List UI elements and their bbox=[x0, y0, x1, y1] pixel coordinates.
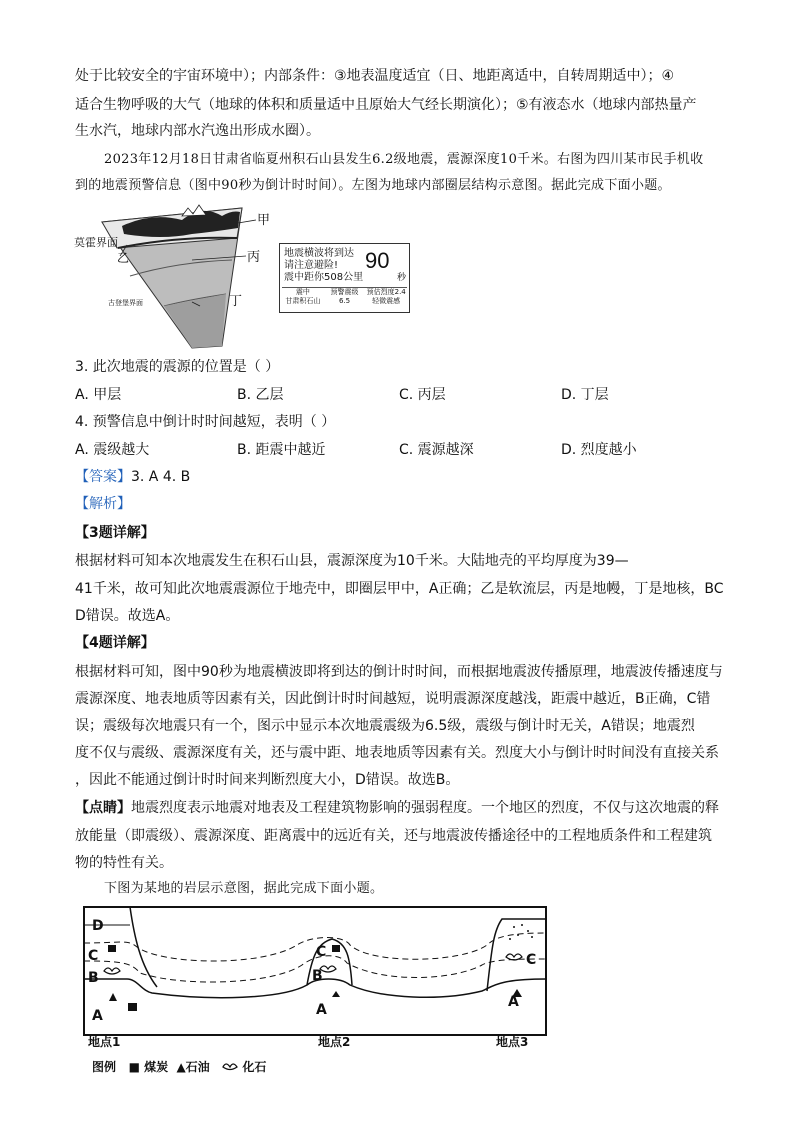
strata-legend bbox=[92, 1058, 266, 1075]
detail4-line-3: 误；震级每次地震只有一个，图示中显示本次地震震级为6.5级，震级与倒计时无关，A错误；地震烈 bbox=[75, 718, 695, 734]
legend-fossil: 化石 bbox=[242, 1060, 267, 1074]
strata-label-c-site2: C bbox=[316, 944, 327, 960]
tip-line-3: 物的特性有关。 bbox=[75, 855, 173, 871]
q4-option-a: A. 震级越大 bbox=[75, 442, 150, 458]
strata-site-2: 地点2 bbox=[318, 1035, 351, 1049]
strata-site-3: 地点3 bbox=[496, 1035, 529, 1049]
detail3-line-2: 41千米，故可知此次地震震源位于地壳中，即圈层甲中，A正确；乙是软流层，丙是地幔，丁是地核，BC bbox=[75, 581, 724, 597]
warning-details bbox=[282, 287, 407, 310]
warning-b2: 甘肃积石山 bbox=[285, 297, 321, 305]
detail3-line-1: 根据材料可知本次地震发生在积石山县，震源深度为10千米。大陆地壳的平均厚度为39— bbox=[75, 553, 629, 569]
label-jia: 甲 bbox=[257, 213, 271, 228]
legend-coal: ■ 煤炭 bbox=[128, 1060, 169, 1074]
strata-label-c-site3: C bbox=[526, 952, 537, 968]
q4-option-b: B. 距震中越近 bbox=[237, 442, 326, 458]
label-moho: 莫霍界面 bbox=[74, 236, 118, 249]
warning-b6: 轻微震感 bbox=[372, 297, 401, 305]
warning-b3: 预警震级 bbox=[330, 288, 359, 296]
warning-line-3: 震中距你508公里 bbox=[284, 272, 364, 283]
strata-site-1: 地点1 bbox=[88, 1035, 121, 1049]
material1-line-2: 到的地震预警信息（图中90秒为倒计时时间）。左图为地球内部圈层结构示意图。据此完成下面小题。 bbox=[75, 178, 671, 193]
intro-line-2: 适合生物呼吸的大气（地球的体积和质量适中且原始大气经长期演化）；⑤有液态水（地球内部热量产 bbox=[75, 97, 697, 113]
legend-oil: ▲石油 bbox=[176, 1060, 210, 1074]
tip-line-1 bbox=[75, 798, 719, 818]
tip-text-1: 地震烈度表示地震对地表及工程建筑物影响的强弱程度。一个地区的烈度，不仅与这次地震的释 bbox=[131, 800, 719, 816]
material2-text: 下图为某地的岩层示意图，据此完成下面小题。 bbox=[104, 881, 384, 896]
q4-option-c: C. 震源越深 bbox=[399, 442, 474, 458]
earthquake-warning-card bbox=[279, 243, 410, 313]
fossil-icon bbox=[218, 1060, 242, 1074]
strata-label-b-site1: B bbox=[88, 970, 99, 986]
intro-line-1: 处于比较安全的宇宙环境中）；内部条件：③地表温度适宜（日、地距离适中，自转周期适中）；④ bbox=[75, 68, 675, 84]
warning-text bbox=[284, 248, 363, 284]
warning-countdown: 90 bbox=[365, 248, 390, 273]
q3-stem: 3. 此次地震的震源的位置是（ ） bbox=[75, 359, 280, 375]
strata-label-d: D bbox=[92, 918, 104, 934]
warning-line-1: 地震横波将到达 bbox=[284, 248, 354, 259]
warning-b1: 震中 bbox=[295, 288, 310, 296]
q4-stem: 4. 预警信息中倒计时时间越短，表明（ ） bbox=[75, 414, 336, 430]
analysis-row: 【解析】 bbox=[75, 496, 131, 512]
strata-label-a-site3: A bbox=[508, 994, 519, 1010]
strata-label-b-site2: B bbox=[312, 968, 323, 984]
warning-b5: 预估烈度2.4 bbox=[366, 288, 406, 296]
strata-label-c-site1: C bbox=[88, 948, 99, 964]
detail4-line-2: 震源深度、地表地质等因素有关，因此倒计时时间越短，说明震源深度越浅，距震中越近，B正确，C错 bbox=[75, 691, 711, 707]
q3-option-d: D. 丁层 bbox=[561, 387, 609, 403]
label-yi: 乙 bbox=[117, 251, 130, 265]
warning-unit: 秒 bbox=[397, 273, 407, 283]
detail3-line-3: D错误。故选A。 bbox=[75, 608, 180, 624]
q4-option-d: D. 烈度越小 bbox=[561, 442, 637, 458]
legend-title: 图例 bbox=[92, 1060, 117, 1074]
material1-line-1: 2023年12月18日甘肃省临夏州积石山县发生6.2级地震，震源深度10千米。右图为四川某市民手机收 bbox=[104, 152, 704, 167]
answer-value: 3. A 4. B bbox=[131, 469, 191, 485]
detail4-line-1: 根据材料可知，图中90秒为地震横波即将到达的倒计时时间，而根据地震波传播原理，地震波传播速度与 bbox=[75, 664, 723, 680]
warning-line-2: 请注意避险! bbox=[284, 260, 339, 271]
detail3-title: 【3题详解】 bbox=[75, 525, 155, 541]
answer-label: 答案 bbox=[89, 469, 117, 485]
q3-option-c: C. 丙层 bbox=[399, 387, 446, 403]
label-gutenberg: 古登堡界面 bbox=[108, 299, 143, 307]
label-ding: 丁 bbox=[229, 294, 243, 309]
tip-line-2: 放能量（即震级）、震源深度、距离震中的远近有关，还与地震波传播途径中的工程地质条件和工程建筑 bbox=[75, 828, 712, 844]
warning-b4: 6.5 bbox=[338, 297, 351, 305]
earth-interior-diagram bbox=[72, 198, 282, 350]
detail4-line-4: 度不仅与震级、震源深度有关，还与震中距、地表地质等因素有关。烈度大小与倒计时时间没有直接关系 bbox=[75, 745, 719, 761]
detail4-title: 【4题详解】 bbox=[75, 635, 155, 651]
intro-line-3: 生水汽，地球内部水汽逸出形成水圈）。 bbox=[75, 123, 320, 139]
detail4-line-5: ，因此不能通过倒计时时间来判断烈度大小，D错误。故选B。 bbox=[75, 772, 460, 788]
q3-option-a: A. 甲层 bbox=[75, 387, 122, 403]
tip-label: 【点睛】 bbox=[75, 800, 131, 816]
strata-label-a-site2: A bbox=[316, 1002, 327, 1018]
q3-option-b: B. 乙层 bbox=[237, 387, 284, 403]
strata-label-a-site1: A bbox=[92, 1008, 103, 1024]
answer-row: 【答案】3. A 4. B bbox=[75, 469, 191, 485]
label-bing: 丙 bbox=[247, 250, 261, 265]
analysis-label: 解析 bbox=[89, 496, 117, 512]
